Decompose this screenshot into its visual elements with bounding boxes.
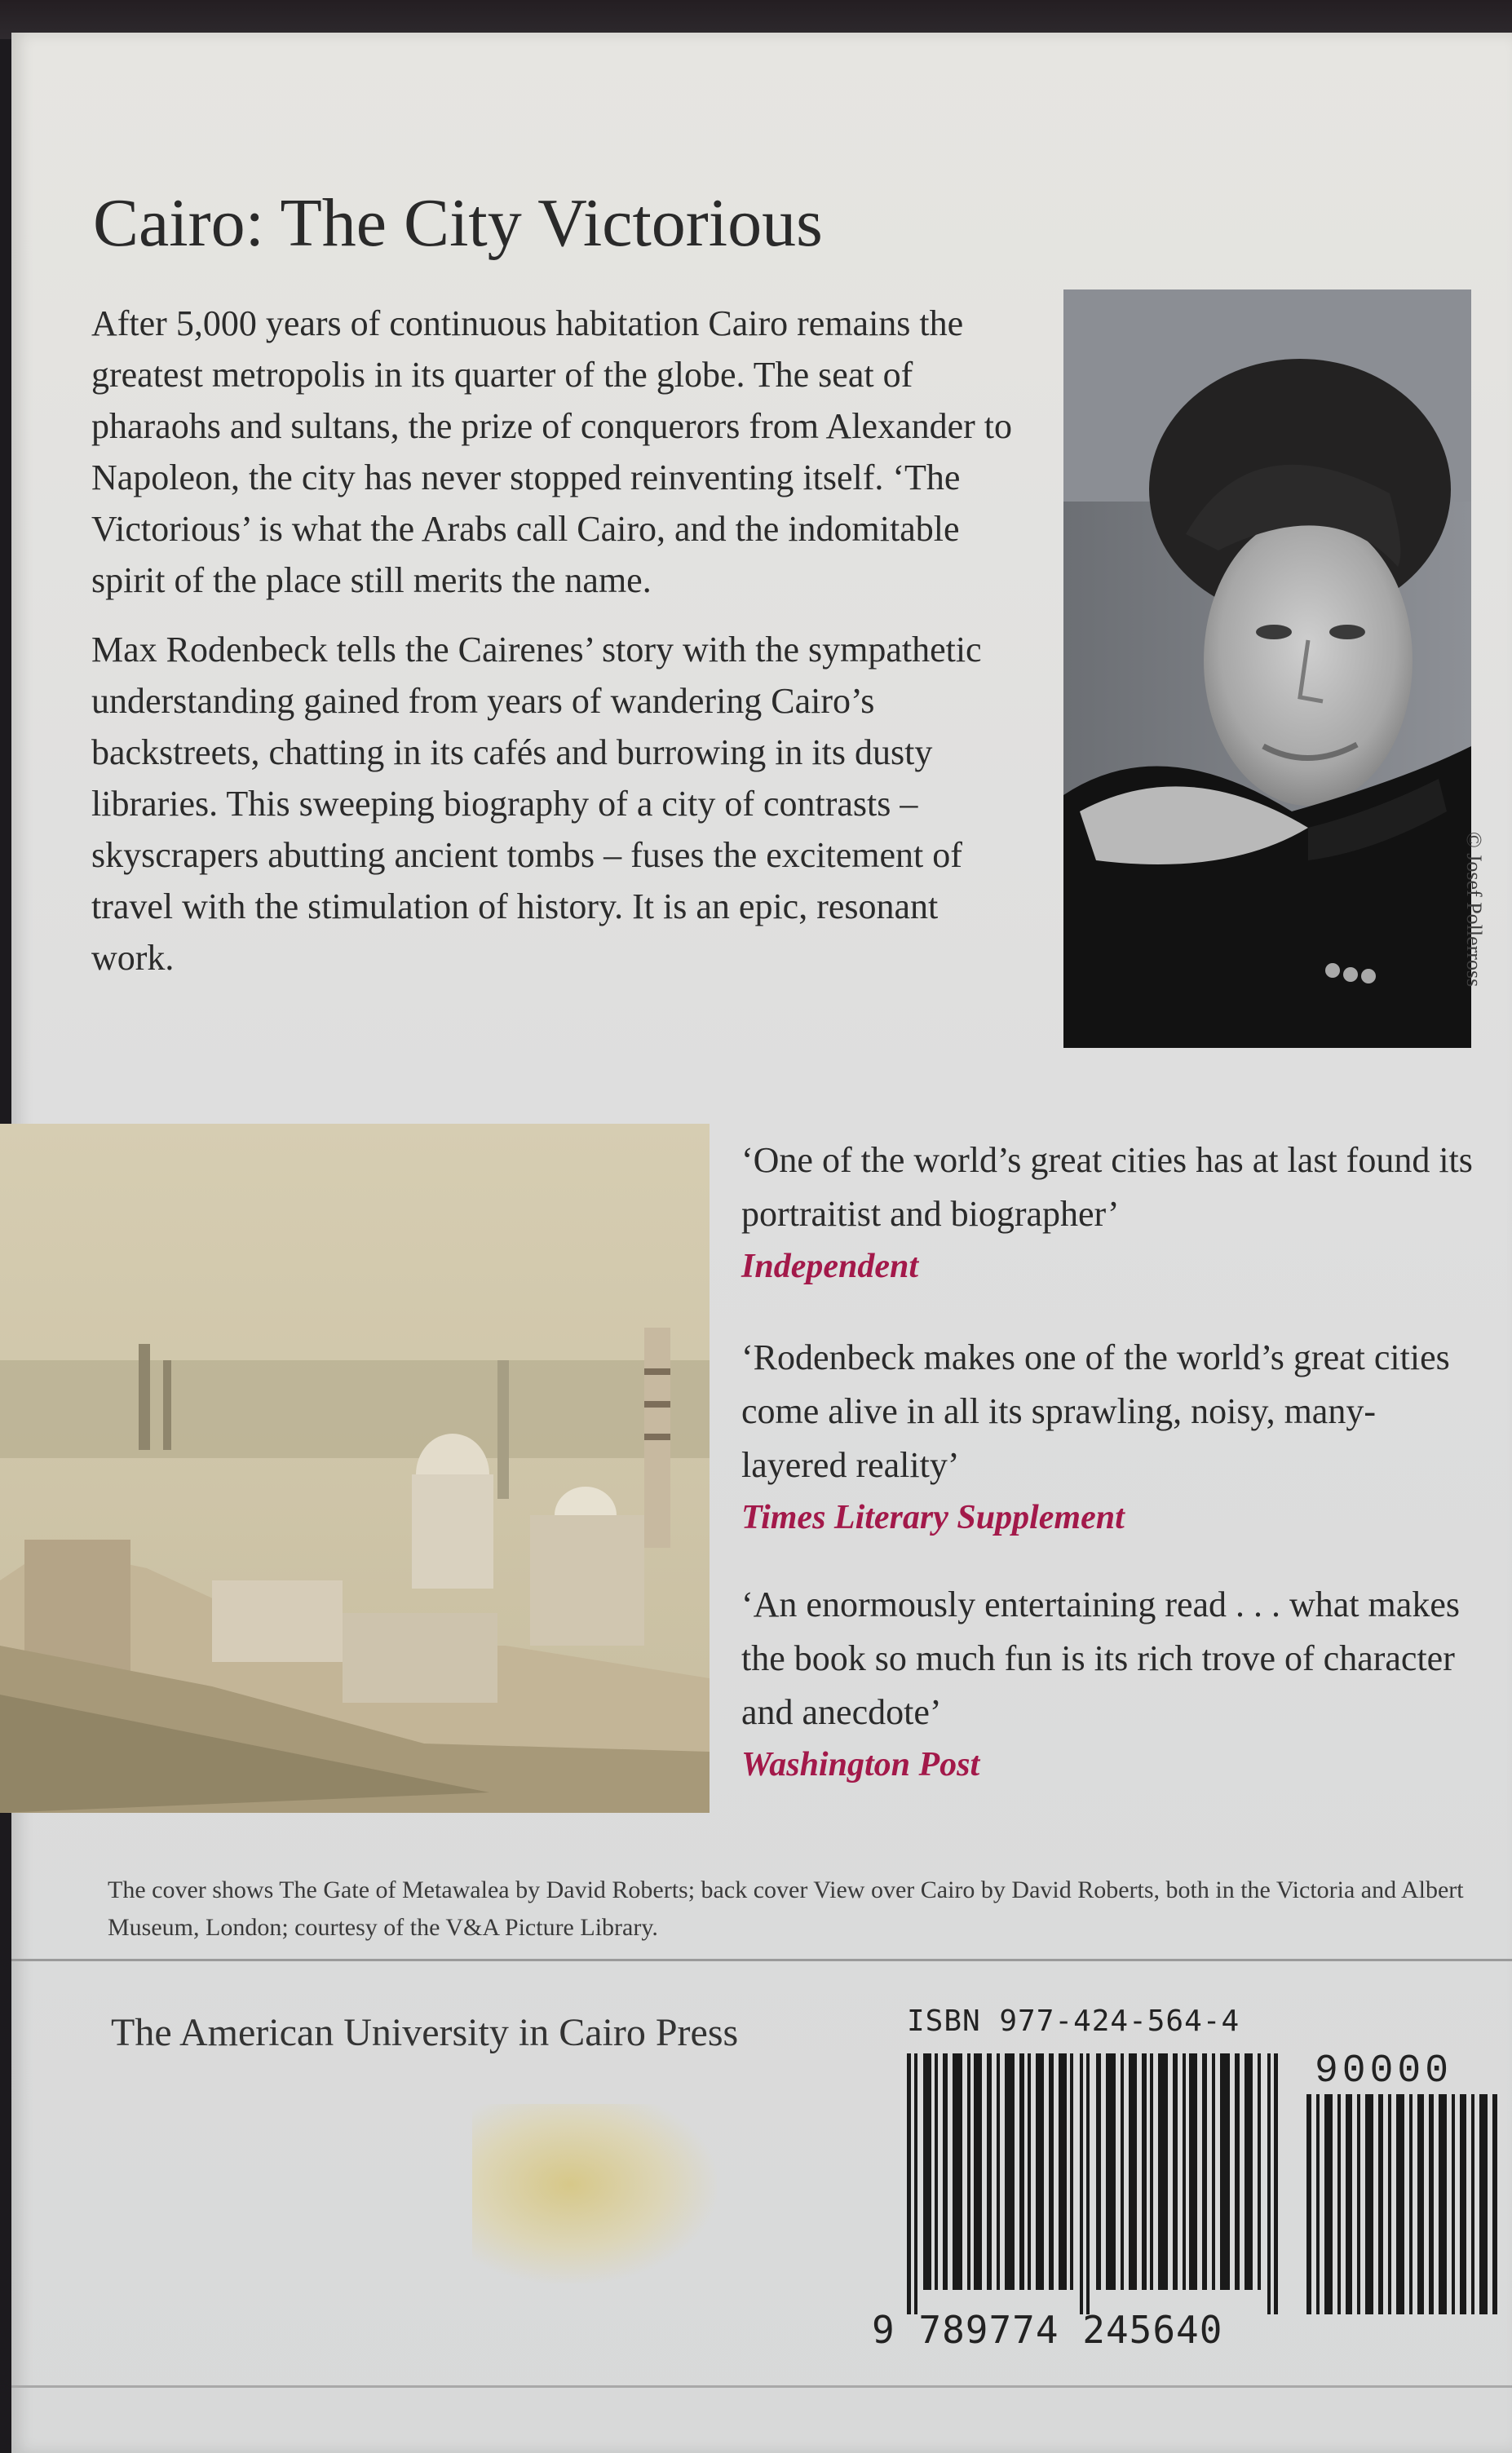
stain-mark (472, 2104, 717, 2283)
barcode-addon (1306, 2094, 1501, 2314)
quote-source: Washington Post (741, 1746, 980, 1783)
barcode-main (907, 2053, 1282, 2314)
publisher-name: The American University in Cairo Press (111, 2011, 739, 2054)
cairo-painting (0, 1124, 710, 1813)
author-portrait-drawing (1063, 289, 1471, 1048)
quote-source: Independent (741, 1248, 919, 1285)
book-back-cover (11, 33, 1512, 2453)
price-code: 90000 (1315, 2049, 1453, 2093)
quote-text: ‘Rodenbeck makes one of the world’s great cities come alive in all its sprawling, noisy, many-layered reality’ (741, 1337, 1450, 1485)
photo-credit: © Josef Pollerross (1462, 832, 1486, 988)
blurb-paragraph: After 5,000 years of continuous habitation Cairo remains the greatest metropolis in its quarter of the globe. The seat of pharaohs and sultans, the prize of conquerors from Alexander to Napoleon, the city has never stopped reinventing itself. ‘The Victorious’ is what the Arabs call Cairo, and the indomitable spirit of the place still merits the name. (91, 303, 1012, 600)
review-quote (741, 1578, 1475, 1790)
blurb-paragraph: Max Rodenbeck tells the Cairenes’ story with the sympathetic understanding gained from years of wandering Cairo’s backstreets, chatting in its cafés and burrowing in its dusty libraries. This sweeping biography of a city of contrasts – skyscrapers abutting ancient tombs – fuses the excitement of travel with the stimulation of history. It is an epic, resonant work. (91, 630, 982, 978)
quote-source: Times Literary Supplement (741, 1499, 1125, 1536)
quote-text: ‘An enormously entertaining read . . . what makes the book so much fun is its rich trove of character and anecdote’ (741, 1585, 1460, 1732)
author-photo (1063, 289, 1471, 1048)
divider (11, 2385, 1512, 2388)
review-quote (741, 1134, 1475, 1292)
painting-drawing (0, 1124, 710, 1813)
cover-caption: The cover shows The Gate of Metawalea by David Roberts; back cover View over Cairo by David Roberts, both in the Victoria and Albert Museum, London; courtesy of the V&A Picture Library. (108, 1876, 1464, 1941)
divider (11, 1959, 1512, 1961)
isbn-label: ISBN 977-424-564-4 (907, 2004, 1240, 2038)
book-blurb (91, 298, 1029, 1001)
book-title: Cairo: The City Victorious (93, 185, 823, 261)
quote-text: ‘One of the world’s great cities has at last found its portraitist and biographer’ (741, 1140, 1473, 1234)
ean-number: 9 789774 245640 (872, 2308, 1223, 2352)
review-quote (741, 1331, 1475, 1543)
